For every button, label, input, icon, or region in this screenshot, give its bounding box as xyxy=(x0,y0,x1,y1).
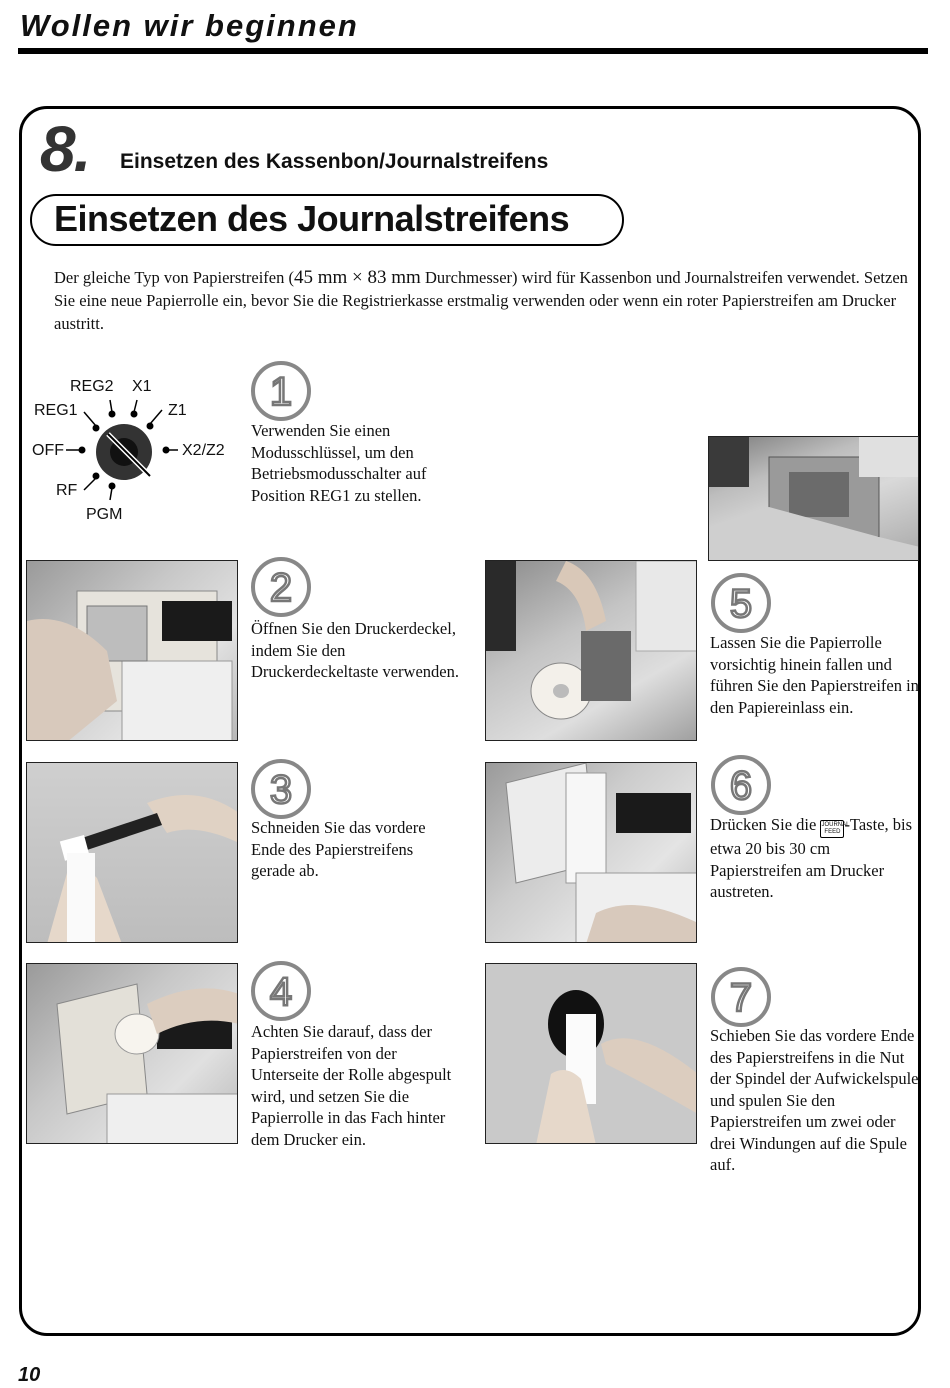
step-2-photo xyxy=(26,560,238,741)
svg-text:1: 1 xyxy=(269,370,293,414)
step-5-number-icon xyxy=(710,572,772,634)
dial-label-x1: X1 xyxy=(132,378,152,395)
step-6-illustration xyxy=(486,763,697,943)
svg-text:6: 6 xyxy=(729,764,753,808)
step-2-number-icon xyxy=(250,556,312,618)
svg-text:5: 5 xyxy=(729,582,753,626)
dial-label-off: OFF xyxy=(32,442,64,459)
step-7-photo xyxy=(485,963,697,1144)
svg-text:7: 7 xyxy=(729,976,753,1020)
step-6-number-icon xyxy=(710,754,772,816)
page-number: 10 xyxy=(18,1364,41,1386)
journal-feed-key-icon xyxy=(820,820,850,838)
chapter-header: Wollen wir beginnen xyxy=(20,8,359,43)
step-3-number-icon xyxy=(250,758,312,820)
key-line-1: JOURNAL xyxy=(821,822,850,828)
dial-label-reg1: REG1 xyxy=(34,402,78,419)
mode-switch-diagram xyxy=(30,372,240,532)
printer-interior-illustration xyxy=(709,437,919,561)
step-6-text-before: Drücken Sie die xyxy=(710,815,821,834)
intro-paragraph xyxy=(54,266,914,335)
step-4-text: Achten Sie darauf, dass der Papierstreifen von der Unterseite der Rolle abgespult wird, und setzen Sie die Papierrolle in das Fach hinter dem Drucker ein. xyxy=(251,1022,452,1149)
step-3-photo xyxy=(26,762,238,943)
intro-size: 45 mm × 83 mm xyxy=(294,267,421,288)
dial-label-pgm: PGM xyxy=(86,506,123,523)
printer-interior-photo xyxy=(708,436,919,561)
step-7-text: Schieben Sie das vordere Ende des Papierstreifens in die Nut der Spindel der Aufwickelspule und spulen Sie den Papierstreifen um zwei oder drei Windungen auf die Spule auf. xyxy=(710,1026,919,1174)
header-rule xyxy=(18,48,928,54)
intro-part1: Der gleiche Typ von Papierstreifen ( xyxy=(54,268,294,287)
svg-text:2: 2 xyxy=(269,566,293,610)
step-5-photo xyxy=(485,560,697,741)
step-5-illustration xyxy=(486,561,697,741)
step-4-number-icon xyxy=(250,960,312,1022)
dial-label-reg2: REG2 xyxy=(70,378,114,395)
step-4-illustration xyxy=(27,964,238,1144)
intro-part2: Durchmesser) wird für Kassenbon und Journalstreifen verwendet. Setzen Sie eine neue Papierrolle ein, bevor Sie die Registrierkasse erstmalig verwenden oder wenn ein roter Papierstreifen am Drucker austritt. xyxy=(54,268,908,333)
step-5-text: Lassen Sie die Papierrolle vorsichtig hinein fallen und führen Sie den Papierstreifen in den Papiereinlass ein. xyxy=(710,633,919,717)
step-4-photo xyxy=(26,963,238,1144)
subtitle: Einsetzen des Journalstreifens xyxy=(54,198,570,239)
svg-text:3: 3 xyxy=(269,768,293,812)
key-line-2: FEED xyxy=(824,829,841,835)
step-2-text: Öffnen Sie den Druckerdeckel, indem Sie den Druckerdeckeltaste verwenden. xyxy=(251,619,459,681)
step-3-text: Schneiden Sie das vordere Ende des Papierstreifens gerade ab. xyxy=(251,818,426,880)
step-1-text: Verwenden Sie einen Modusschlüssel, um den Betriebsmodusschalter auf Position REG1 zu stellen. xyxy=(251,421,427,505)
dial-label-x2z2: X2/Z2 xyxy=(182,442,225,459)
step-3-illustration xyxy=(27,763,238,943)
dial-label-z1: Z1 xyxy=(168,402,187,419)
section-number: 8. xyxy=(40,113,90,185)
dial-label-rf: RF xyxy=(56,482,78,499)
step-7-number-icon xyxy=(710,966,772,1028)
step-6-photo xyxy=(485,762,697,943)
section-title: Einsetzen des Kassenbon/Journalstreifens xyxy=(120,150,549,173)
step-7-illustration xyxy=(486,964,697,1144)
svg-text:4: 4 xyxy=(269,970,293,1014)
step-2-illustration xyxy=(27,561,238,741)
step-6-text-after: -Taste, bis etwa 20 bis 30 cm Papierstreifen am Drucker austreten. xyxy=(710,815,913,901)
step-1-number-icon xyxy=(250,360,312,422)
step-6-text xyxy=(710,814,925,903)
